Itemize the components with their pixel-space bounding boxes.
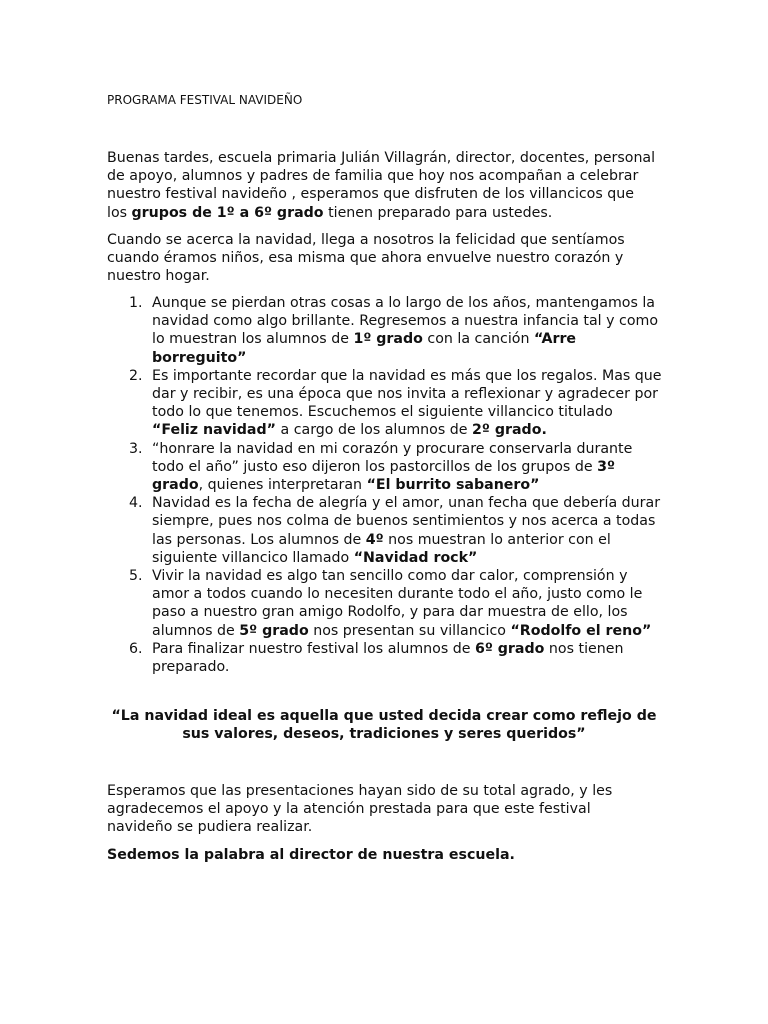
list-item-text: Es importante recordar que la navidad es más que los regalos. Mas que dar y recibir, es una época que nos invita a reflexionar y agradecer por todo lo que tenemos. Escuchemos el siguiente villancico titulado: [152, 367, 662, 421]
list-item-number: 4.: [129, 495, 143, 512]
intro-paragraph: [107, 149, 657, 222]
list-item-bold: 5º grado: [239, 622, 309, 639]
list-item-bold: “Rodolfo el reno”: [510, 622, 652, 639]
list-item: [107, 440, 663, 495]
list-item: [107, 294, 663, 367]
list-item: [107, 367, 663, 440]
list-item-text: Aunque se pierdan otras cosas a lo largo de los años, mantengamos la navidad como algo brillante. Regresemos a nuestra infancia tal y como lo muestran los alumnos de: [152, 295, 659, 348]
christmas-quote: “La navidad ideal es aquella que usted decida crear como reflejo de sus valores, deseos, tradiciones y seres queridos”: [111, 708, 657, 743]
list-item-bold: 4º: [365, 531, 384, 548]
list-item-bold: 1º grado: [353, 331, 423, 348]
list-item-bold: 2º grado.: [472, 422, 547, 439]
list-item-text: nos muestran lo anterior con el siguiente villancico llamado: [152, 531, 611, 566]
list-item-bold: “El burrito sabanero”: [366, 477, 540, 494]
final-statement: Sedemos la palabra al director de nuestra escuela.: [107, 847, 515, 863]
list-item-text: “honrare la navidad en mi corazón y procurare conservarla durante todo el año” justo eso dijeron los pastorcillos de los grupos de: [152, 440, 633, 475]
intro-text-1: Buenas tardes, escuela primaria Julián Villagrán, director, docentes, personal de apoyo, alumnos y padres de familia que hoy nos acompañan a celebrar nuestro festival navideño , esperamos que disfruten de los villancicos que los: [107, 150, 656, 221]
list-item: [107, 494, 663, 567]
document-title: PROGRAMA FESTIVAL NAVIDEÑO: [107, 93, 303, 107]
list-item-bold: “Feliz navidad”: [152, 422, 276, 439]
list-item-text: Navidad es la fecha de alegría y el amor, unan fecha que debería durar siempre, pues nos colma de buenos sentimientos y nos acerca a todas las personas. Los alumnos de: [152, 495, 661, 548]
list-item-number: 3.: [129, 440, 143, 457]
christmas-paragraph: Cuando se acerca la navidad, llega a nosotros la felicidad que sentíamos cuando éramos niños, esa misma que ahora envuelve nuestro corazón y nuestro hogar.: [107, 232, 625, 285]
list-item-text: nos presentan su villancico: [308, 622, 511, 639]
list-item: [107, 640, 663, 676]
list-item-bold: 6º grado: [474, 640, 545, 657]
intro-text-2: tienen preparado para ustedes.: [323, 204, 553, 221]
list-item-text: , quienes interpretaran: [198, 477, 367, 494]
list-item: [107, 567, 663, 640]
intro-bold-groups: grupos de 1º a 6º grado: [131, 204, 324, 221]
list-item-text: con la canción: [422, 331, 534, 348]
list-item-number: 5.: [129, 568, 143, 585]
program-list: [107, 294, 663, 676]
list-item-bold: 3º grado: [152, 458, 615, 494]
list-item-number: 6.: [129, 640, 143, 657]
list-item-number: 1.: [129, 295, 143, 311]
list-item-text: a cargo de los alumnos de: [275, 422, 473, 439]
list-item-number: 2.: [129, 367, 143, 384]
list-item-bold: “Arre borreguito”: [152, 331, 577, 366]
list-item-text: Vivir la navidad es algo tan sencillo como dar calor, comprensión y amor a todos cuando lo necesiten durante todo el año, justo como le paso a nuestro gran amigo Rodolfo, y para dar muestra de ello, los alumnos de: [152, 568, 643, 639]
closing-paragraph: Esperamos que las presentaciones hayan sido de su total agrado, y les agradecemos el apoyo y la atención prestada para que este festival navideño se pudiera realizar.: [107, 783, 613, 836]
list-item-text: Para finalizar nuestro festival los alumnos de: [152, 640, 475, 657]
list-item-text: nos tienen preparado.: [152, 640, 624, 676]
list-item-bold: “Navidad rock”: [353, 549, 478, 566]
